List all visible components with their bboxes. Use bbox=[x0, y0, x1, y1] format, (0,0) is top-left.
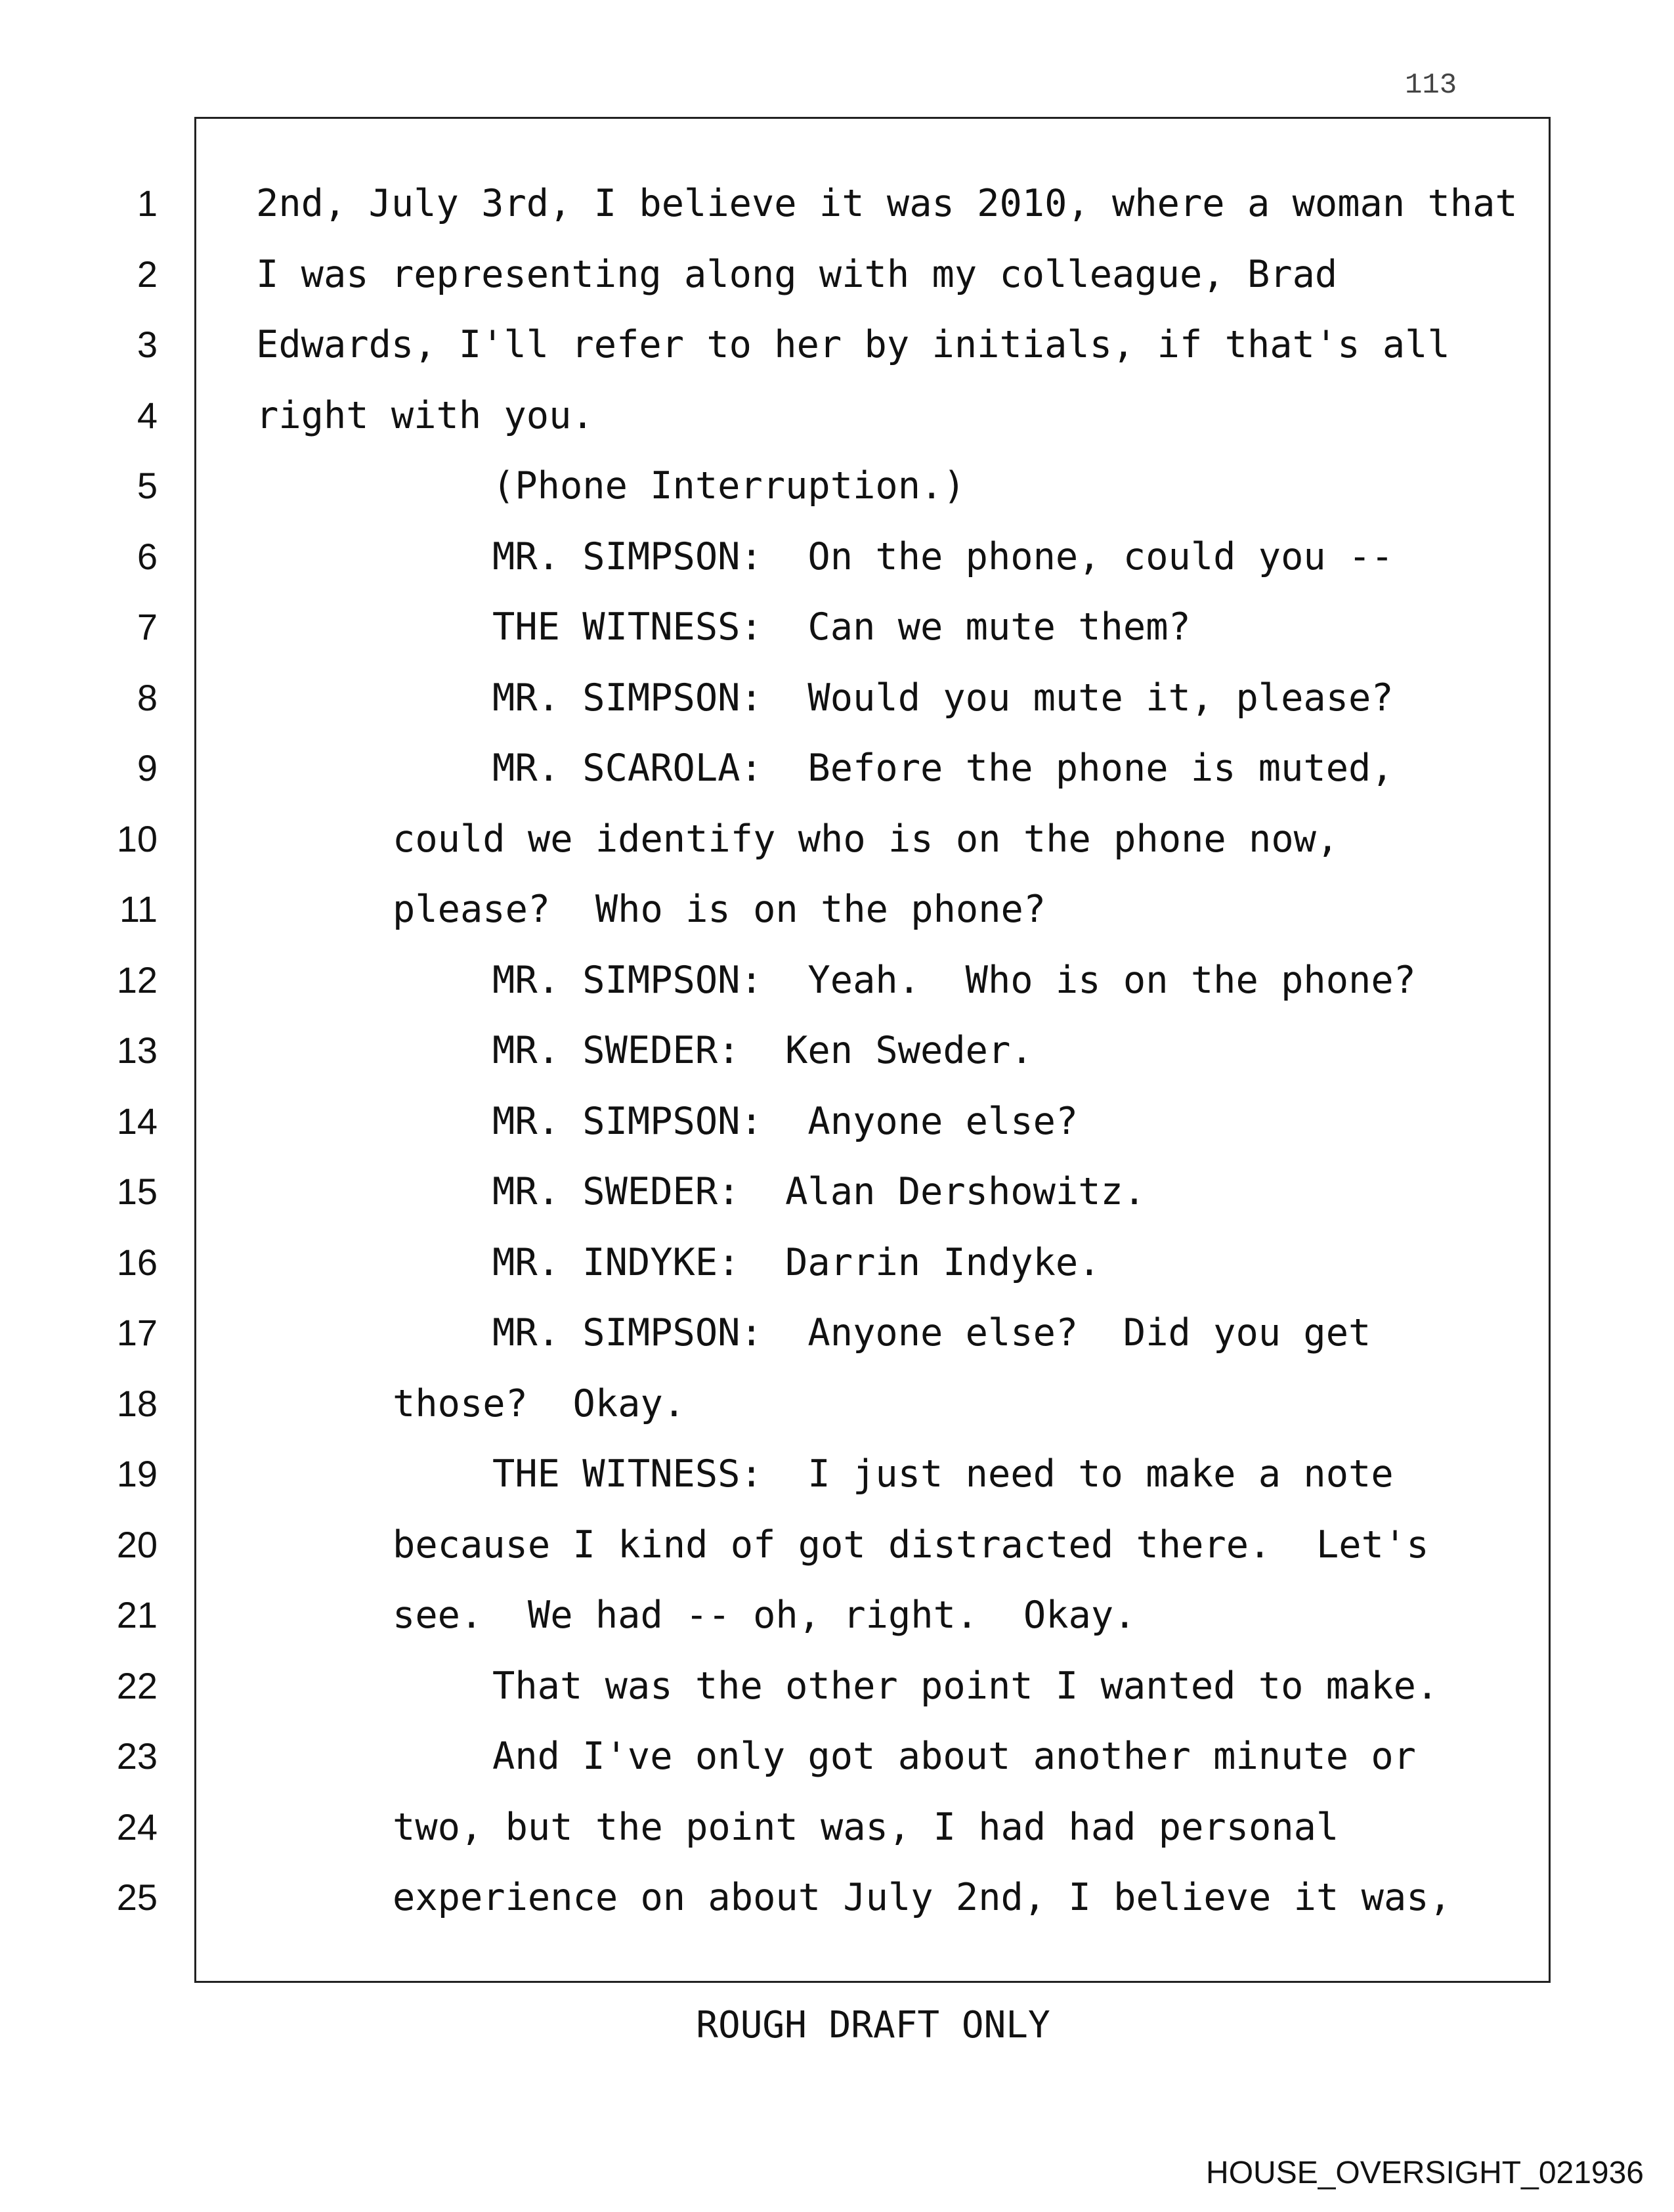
transcript-line: MR. SIMPSON: Would you mute it, please? bbox=[492, 676, 1394, 720]
line-number: 5 bbox=[137, 465, 158, 506]
transcript-line: 2nd, July 3rd, I believe it was 2010, where a woman that bbox=[256, 182, 1518, 225]
transcript-line: I was representing along with my colleague, Brad bbox=[256, 252, 1338, 296]
line-number: 7 bbox=[137, 606, 158, 647]
transcript-line: two, but the point was, I had had personal bbox=[393, 1805, 1339, 1849]
line-number: 9 bbox=[137, 747, 158, 789]
transcript-line: MR. SIMPSON: Anyone else? Did you get bbox=[492, 1311, 1371, 1355]
transcript-line: MR. SIMPSON: Yeah. Who is on the phone? bbox=[492, 958, 1416, 1002]
transcript-line: right with you. bbox=[256, 393, 594, 437]
line-number: 13 bbox=[116, 1030, 158, 1071]
line-number: 14 bbox=[116, 1100, 158, 1142]
line-number: 23 bbox=[116, 1735, 158, 1777]
transcript-line: THE WITNESS: I just need to make a note bbox=[492, 1452, 1394, 1496]
line-number: 2 bbox=[137, 253, 158, 295]
transcript-line: MR. SCAROLA: Before the phone is muted, bbox=[492, 747, 1394, 790]
transcript-line: because I kind of got distracted there. Let's bbox=[393, 1523, 1429, 1567]
transcript-line: That was the other point I wanted to make. bbox=[492, 1664, 1439, 1708]
line-number: 6 bbox=[137, 535, 158, 577]
line-number: 11 bbox=[119, 888, 158, 930]
line-number: 21 bbox=[116, 1594, 158, 1636]
line-number: 24 bbox=[116, 1806, 158, 1848]
bates-number: HOUSE_OVERSIGHT_021936 bbox=[1206, 2156, 1644, 2190]
line-number: 1 bbox=[137, 183, 158, 224]
rough-draft-label: ROUGH DRAFT ONLY bbox=[696, 2004, 1050, 2047]
transcript-line: MR. SIMPSON: Anyone else? bbox=[492, 1099, 1079, 1143]
line-number: 25 bbox=[116, 1876, 158, 1918]
line-number: 3 bbox=[137, 324, 158, 365]
transcript-line: MR. SWEDER: Ken Sweder. bbox=[492, 1029, 1033, 1072]
line-number: 18 bbox=[116, 1382, 158, 1424]
line-number: 17 bbox=[116, 1312, 158, 1353]
transcript-line: MR. INDYKE: Darrin Indyke. bbox=[492, 1240, 1101, 1284]
line-number: 20 bbox=[116, 1523, 158, 1565]
transcript-line: please? Who is on the phone? bbox=[393, 888, 1046, 931]
page-number: 113 bbox=[1405, 69, 1457, 102]
transcript-line: And I've only got about another minute or bbox=[492, 1735, 1416, 1778]
transcript-line: those? Okay. bbox=[393, 1381, 686, 1425]
line-number: 12 bbox=[116, 959, 158, 1001]
transcript-line: could we identify who is on the phone now, bbox=[393, 817, 1339, 861]
line-number: 22 bbox=[116, 1664, 158, 1706]
transcript-line: (Phone Interruption.) bbox=[492, 464, 966, 508]
line-number: 19 bbox=[116, 1453, 158, 1494]
line-number: 16 bbox=[116, 1241, 158, 1283]
transcript-line: MR. SIMPSON: On the phone, could you -- bbox=[492, 534, 1394, 578]
line-number: 10 bbox=[116, 817, 158, 859]
line-number: 8 bbox=[137, 676, 158, 718]
transcript-line: MR. SWEDER: Alan Dershowitz. bbox=[492, 1170, 1146, 1213]
transcript-line: see. We had -- oh, right. Okay. bbox=[393, 1594, 1136, 1637]
line-number: 15 bbox=[116, 1171, 158, 1212]
transcript-line: experience on about July 2nd, I believe it was, bbox=[393, 1876, 1451, 1919]
transcript-line: Edwards, I'll refer to her by initials, if that's all bbox=[256, 323, 1450, 366]
line-number: 4 bbox=[137, 394, 158, 436]
transcript-line: THE WITNESS: Can we mute them? bbox=[492, 605, 1191, 649]
